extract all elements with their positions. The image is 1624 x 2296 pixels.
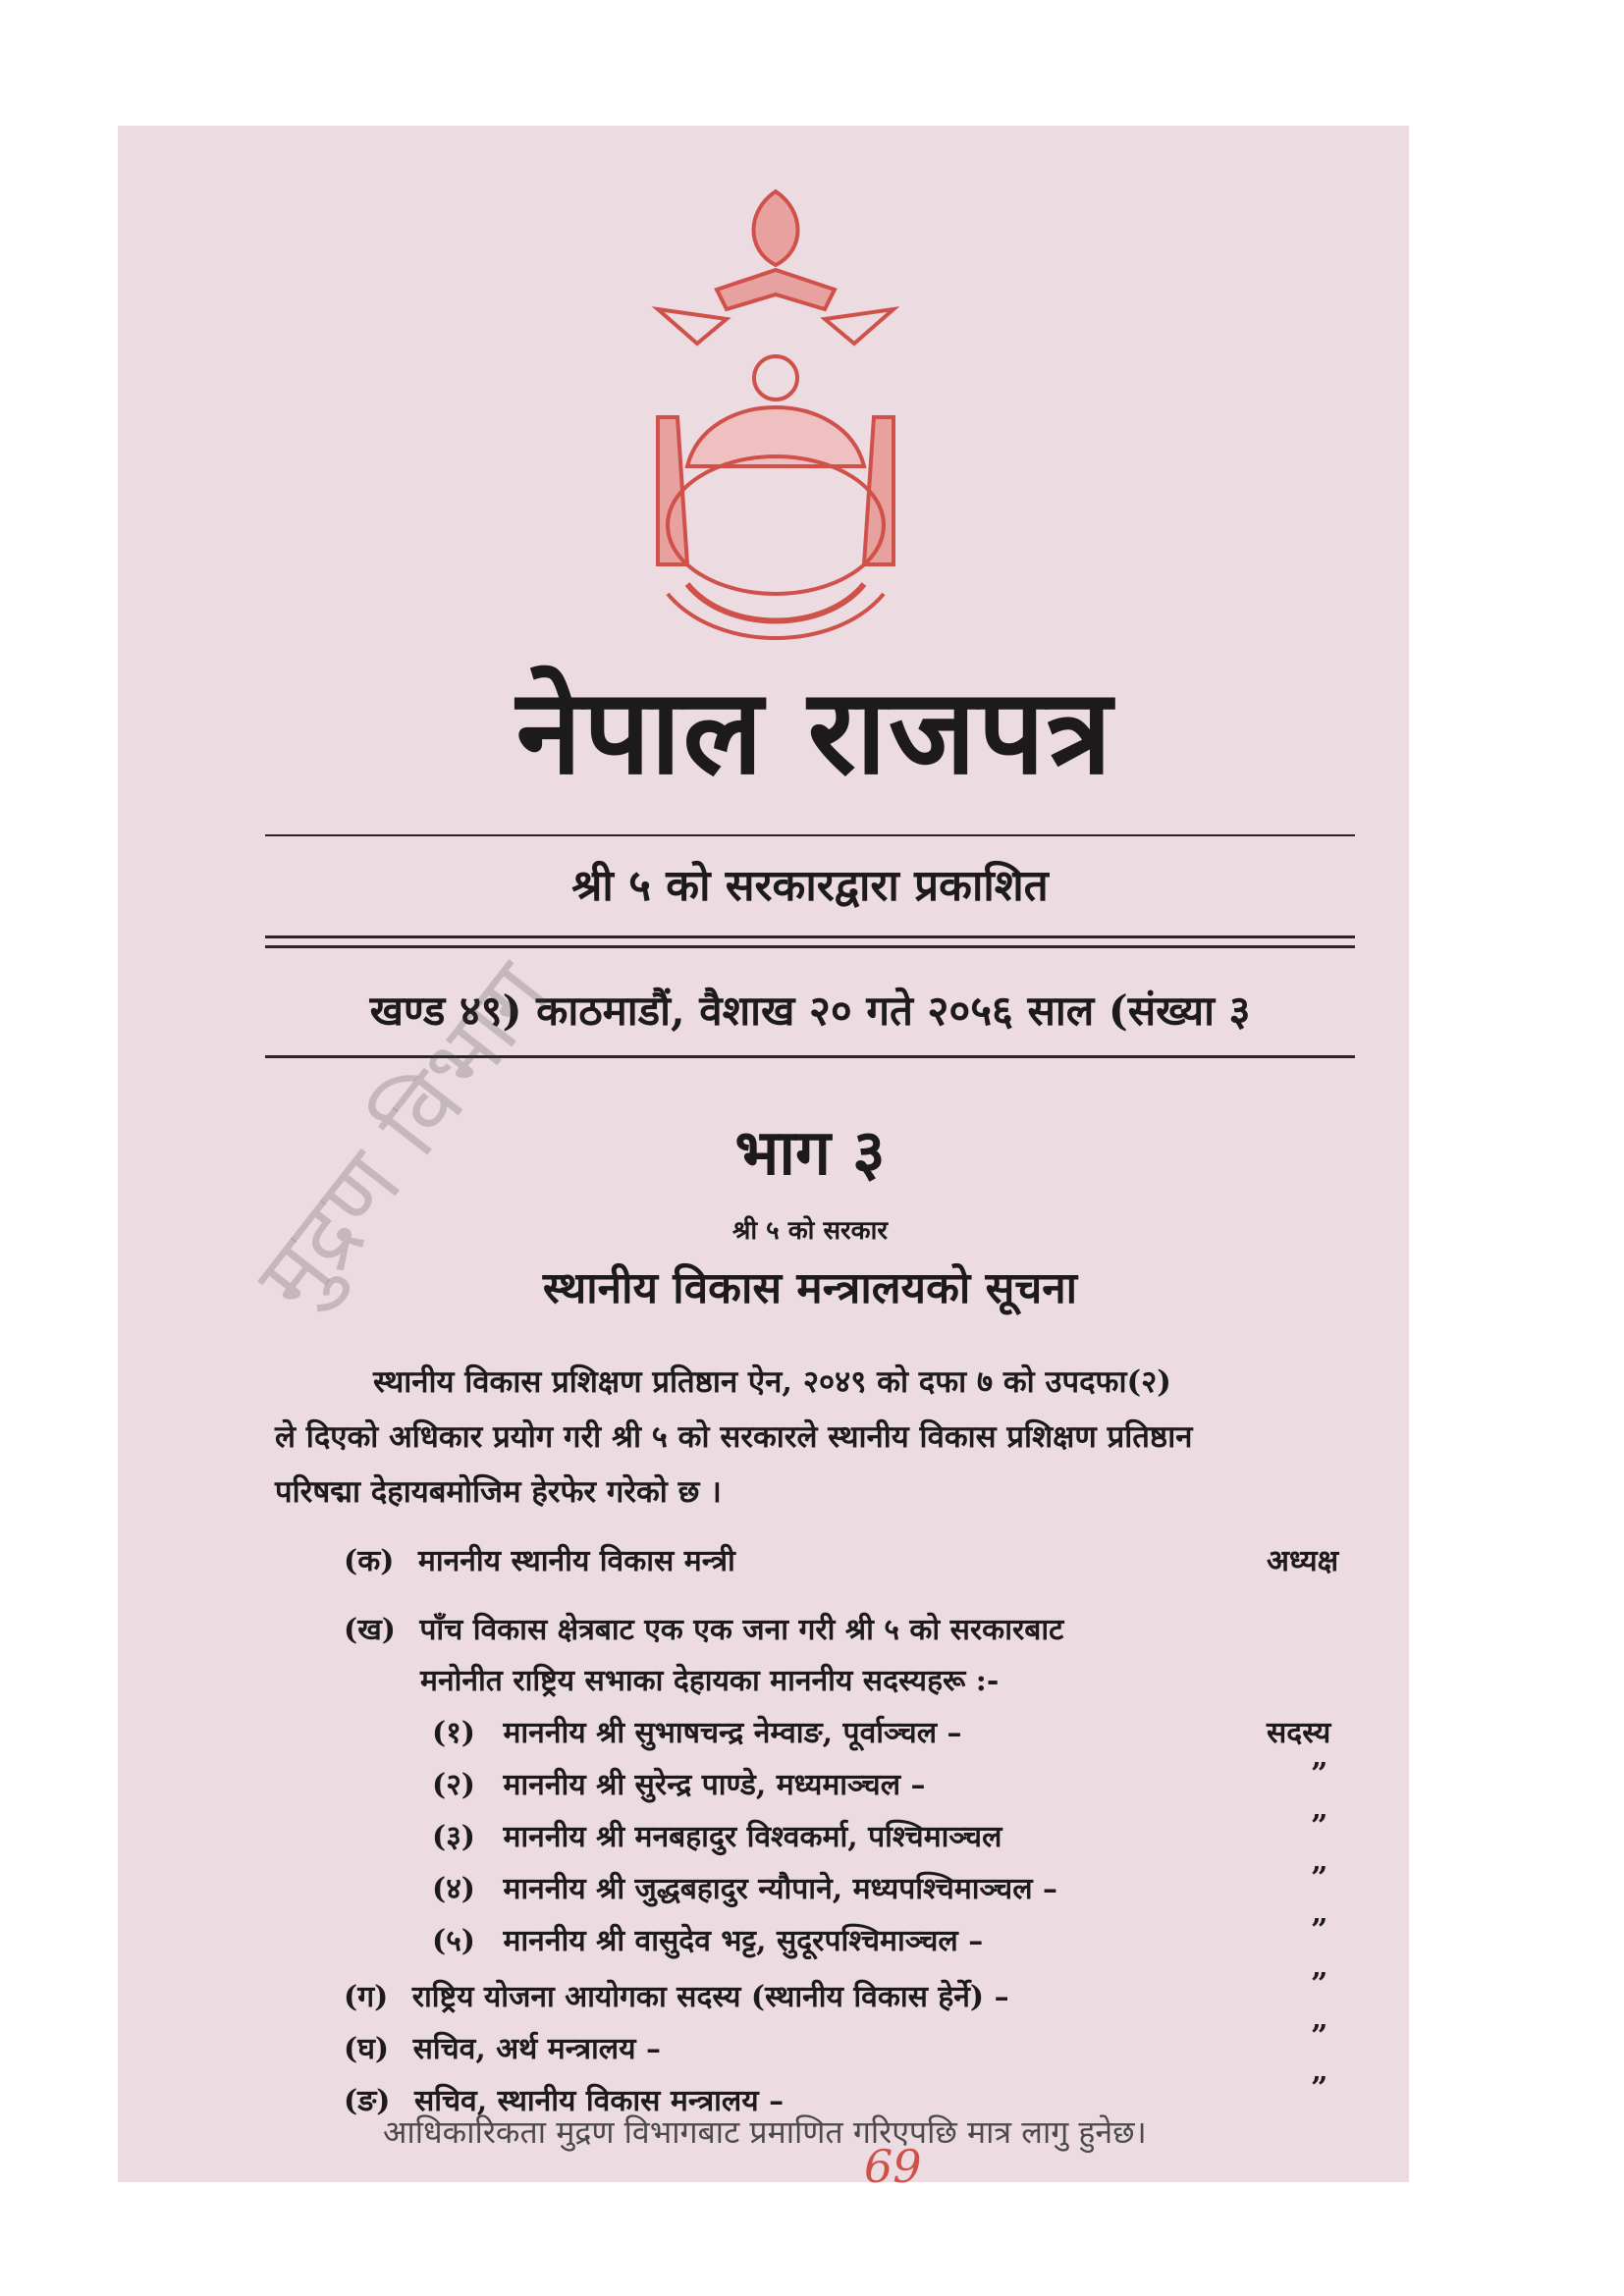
sub-item xyxy=(432,1919,983,1959)
ditto-mark: ” xyxy=(1311,1967,1328,2002)
body-line: स्थानीय विकास प्रशिक्षण प्रतिष्ठान ऐन, २०४९ को दफा ७ को उपदफा(२) xyxy=(373,1364,1171,1400)
sub-marker: (४) xyxy=(432,1872,475,1906)
list-item xyxy=(344,1975,1009,2015)
item-text: पाँच विकास क्षेत्रबाट एक एक जना गरी श्री ५ को सरकारबाट xyxy=(419,1613,1064,1647)
body-line: परिषद्मा देहायबमोजिम हेरफेर गरेको छ । xyxy=(275,1474,722,1510)
list-item xyxy=(344,1539,735,1579)
role-label: सदस्य xyxy=(1267,1716,1331,1750)
sub-text: माननीय श्री सुभाषचन्द्र नेम्वाङ, पूर्वाञ्चल – xyxy=(503,1716,962,1750)
ditto-mark: ” xyxy=(1311,2071,1328,2106)
sub-marker: (३) xyxy=(432,1820,475,1854)
item-text: सचिव, स्थानीय विकास मन्त्रालय – xyxy=(413,2084,785,2118)
item-marker: (ङ) xyxy=(344,2084,391,2118)
divider xyxy=(265,834,1355,836)
item-marker: (ग) xyxy=(344,1980,389,2014)
body-line: ले दिएको अधिकार प्रयोग गरी श्री ५ को सरकारले स्थानीय विकास प्रशिक्षण प्रतिष्ठान xyxy=(275,1419,1193,1455)
item-text: सचिव, अर्थ मन्त्रालय – xyxy=(412,2032,661,2066)
ditto-mark: ” xyxy=(1311,1809,1328,1843)
ditto-mark: ” xyxy=(1311,2019,1328,2054)
sub-item xyxy=(432,1711,962,1751)
list-item xyxy=(344,2027,661,2067)
item-marker: (ख) xyxy=(344,1613,396,1647)
government-line: श्री ५ को सरकार xyxy=(731,1216,889,1246)
notice-body xyxy=(275,1355,1355,1520)
ditto-mark: ” xyxy=(1311,1913,1328,1948)
role-label: अध्यक्ष xyxy=(1267,1544,1339,1578)
sub-marker: (५) xyxy=(432,1924,475,1958)
sub-text: माननीय श्री सुरेन्द्र पाण्डे, मध्यमाञ्चल – xyxy=(503,1768,926,1802)
handwritten-page-number: 69 xyxy=(864,2140,922,2193)
sub-marker: (१) xyxy=(432,1716,475,1750)
sub-marker: (२) xyxy=(432,1768,475,1802)
divider xyxy=(265,945,1355,948)
coat-of-arms-emblem xyxy=(599,172,952,663)
authenticity-note: आधिकारिकता मुद्रण विभागबाट प्रमाणित गरिएपछि मात्र लागु हुनेछ। xyxy=(383,2113,1147,2151)
sub-text: माननीय श्री वासुदेव भट्ट, सुदूरपश्चिमाञ्चल – xyxy=(503,1924,984,1958)
part-heading: भाग ३ xyxy=(734,1116,886,1190)
issue-line: खण्ड ४९) काठमाडौं, वैशाख २० गते २०५६ साल (संख्या ३ xyxy=(369,987,1251,1035)
item-marker: (क) xyxy=(344,1544,395,1578)
divider xyxy=(265,935,1355,938)
gazette-masthead: नेपाल राजपत्र xyxy=(515,663,1114,801)
sub-item xyxy=(432,1867,1057,1907)
ditto-mark: ” xyxy=(1311,1861,1328,1896)
sub-text: माननीय श्री मनबहादुर विश्वकर्मा, पश्चिमाञ्चल xyxy=(503,1820,1002,1854)
ditto-mark: ” xyxy=(1311,1757,1328,1791)
list-item xyxy=(344,1608,1063,1648)
item-text-continued: मनोनीत राष्ट्रिय सभाका देहायका माननीय सदस्यहरू :- xyxy=(420,1664,1000,1698)
sub-item xyxy=(432,1763,926,1803)
item-marker: (घ) xyxy=(344,2032,390,2066)
diagonal-watermark: मुद्रण विभाग xyxy=(236,943,570,1329)
item-text: माननीय स्थानीय विकास मन्त्री xyxy=(417,1544,735,1578)
publisher-line: श्री ५ को सरकारद्वारा प्रकाशित xyxy=(571,861,1049,911)
sub-item xyxy=(432,1815,1001,1855)
notice-title: स्थानीय विकास मन्त्रालयको सूचना xyxy=(542,1263,1078,1313)
item-text: राष्ट्रिय योजना आयोगका सदस्य (स्थानीय विकास हेर्ने) – xyxy=(411,1980,1009,2014)
sub-text: माननीय श्री जुद्धबहादुर न्यौपाने, मध्यपश्चिमाञ्चल – xyxy=(503,1872,1057,1906)
